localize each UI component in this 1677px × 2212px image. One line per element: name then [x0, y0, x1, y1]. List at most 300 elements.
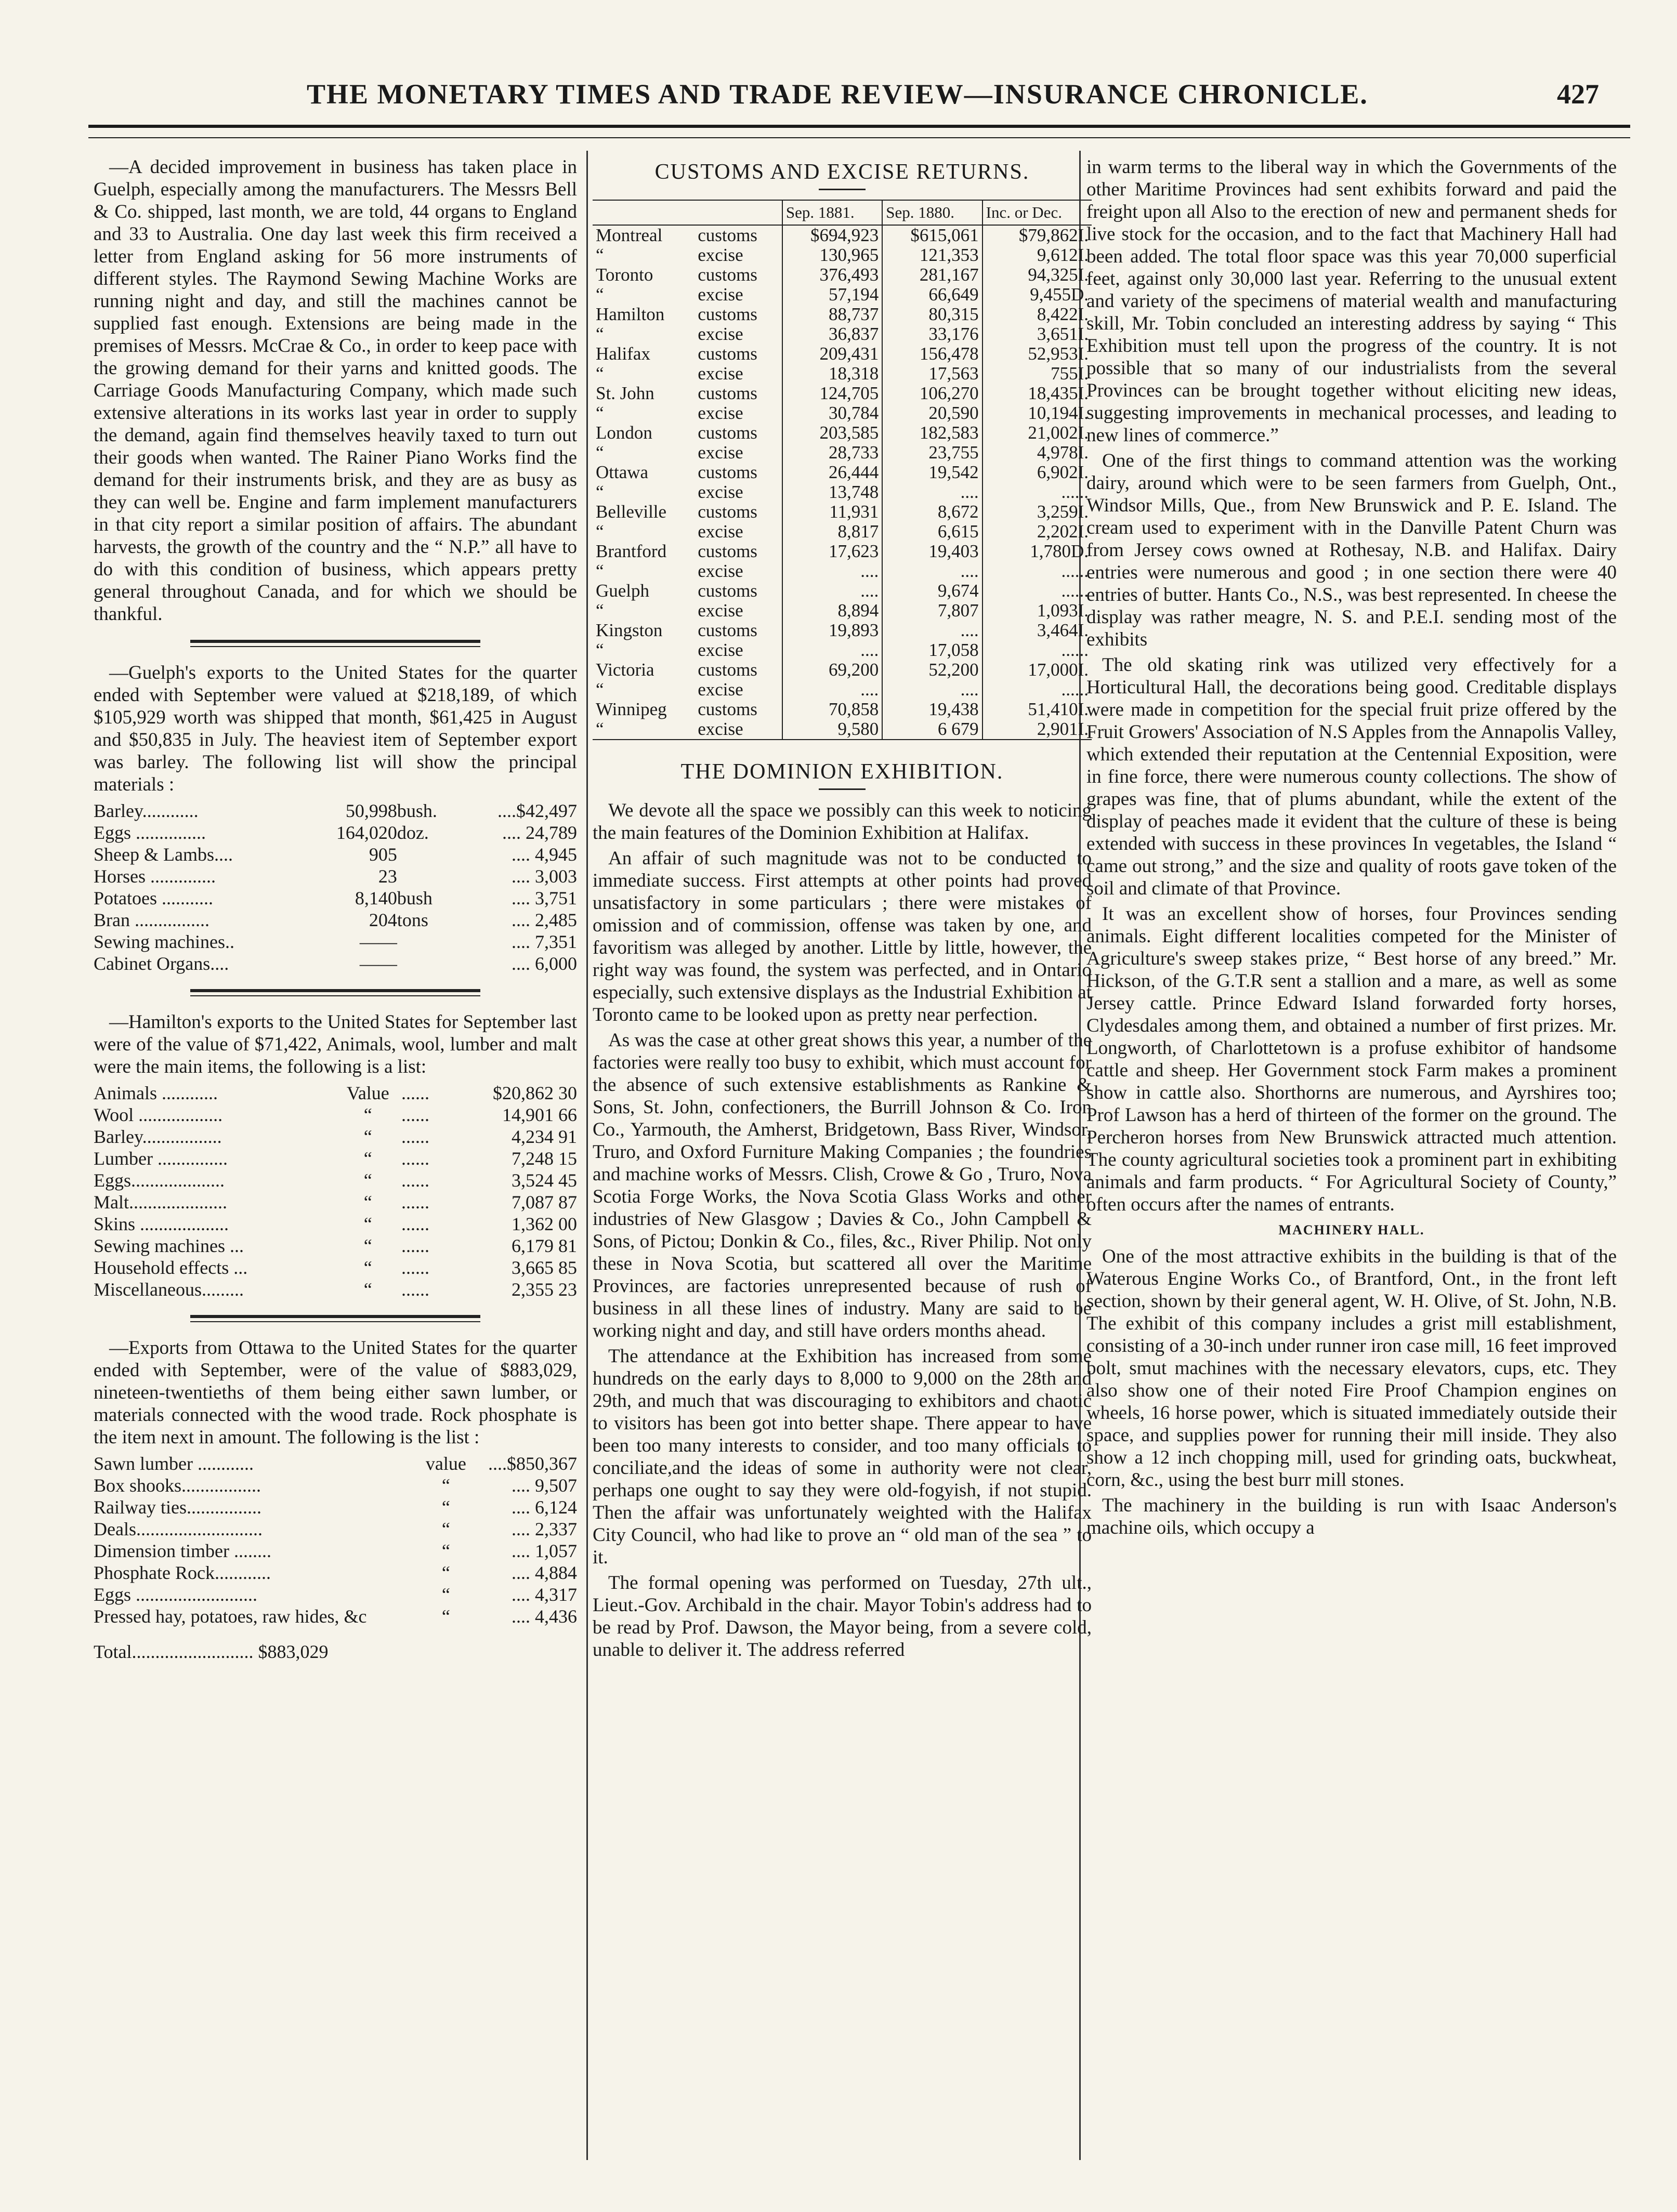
city-name: Hamilton — [596, 304, 665, 324]
hamilton-exports-article: —Hamilton's exports to the United States for September last were of the value of $71,422, Animals, wool, lumber and malt were the main items, the following is a list: — [94, 1011, 577, 1077]
sep-1881-value: 376,493 — [782, 265, 882, 285]
table-row — [94, 1213, 577, 1235]
item-value: .... 4,884 — [512, 1562, 577, 1583]
item-value-label: Value — [346, 1083, 389, 1103]
item-value: ....$42,497 — [497, 800, 577, 821]
table-row — [593, 225, 1092, 245]
sep-1881-value: .... — [782, 581, 882, 601]
city-name: Belleville — [596, 502, 667, 522]
sep-1881-value: .... — [782, 640, 882, 660]
table-row — [94, 1126, 577, 1148]
return-type: customs — [698, 462, 757, 482]
table-row — [593, 265, 1092, 285]
item-name: Bran ................ — [94, 910, 209, 930]
city-name: “ — [596, 521, 604, 542]
item-value: .... 1,057 — [512, 1540, 577, 1561]
item-value: .... 3,751 — [512, 888, 577, 908]
return-type: excise — [698, 363, 743, 384]
item-name: Barley................. — [94, 1126, 222, 1147]
sep-1881-value: 124,705 — [782, 384, 882, 403]
sep-1880-value: 8,672 — [882, 502, 982, 522]
table-row — [593, 324, 1092, 344]
item-value: 3,665 85 — [512, 1257, 577, 1278]
exhibition-article-continued — [1086, 156, 1617, 1216]
page-number: 427 — [1557, 78, 1599, 110]
publication-title: THE MONETARY TIMES AND TRADE REVIEW—INSURANCE CHRONICLE. — [307, 78, 1368, 110]
table-row — [593, 344, 1092, 364]
sep-1881-value: 9,580 — [782, 719, 882, 740]
sep-1880-value: 19,438 — [882, 700, 982, 719]
item-value-label: value — [425, 1453, 466, 1474]
sep-1880-value: .... — [882, 482, 982, 502]
change-value: 18,435I. — [982, 384, 1092, 403]
item-name: Phosphate Rock............ — [94, 1562, 271, 1583]
item-name: Wool .................. — [94, 1104, 223, 1125]
item-quantity: 8,140 — [355, 888, 397, 908]
change-value: 51,410I. — [982, 700, 1092, 719]
item-unit: tons — [397, 910, 428, 930]
item-name: Sawn lumber ............ — [94, 1453, 254, 1474]
change-value: ...... — [982, 561, 1092, 581]
change-value: 2,901I. — [982, 719, 1092, 740]
city-name: Brantford — [596, 541, 667, 561]
city-name: “ — [596, 679, 604, 700]
change-value: 21,002I. — [982, 423, 1092, 443]
city-name: “ — [596, 284, 604, 305]
return-type: customs — [698, 225, 757, 245]
change-value: 94,325I. — [982, 265, 1092, 285]
machinery-hall-subheading: MACHINERY HALL. — [1278, 1222, 1425, 1237]
table-row — [94, 1562, 577, 1584]
item-value: .... 9,507 — [512, 1475, 577, 1496]
item-value: $20,862 30 — [493, 1083, 577, 1103]
item-value-label: “ — [363, 1148, 372, 1169]
change-value: ...... — [982, 581, 1092, 601]
item-name: Sheep & Lambs.... — [94, 844, 233, 865]
exhibition-article — [593, 799, 1092, 1661]
item-value: 7,248 15 — [512, 1148, 577, 1169]
table-row — [593, 285, 1092, 305]
item-leader: ...... — [401, 1126, 429, 1147]
item-value: .... 3,003 — [512, 866, 577, 887]
item-leader: ...... — [401, 1148, 429, 1169]
sep-1881-value: .... — [782, 561, 882, 581]
table-row — [593, 384, 1092, 403]
item-name: Malt..................... — [94, 1192, 227, 1213]
article-separator — [190, 640, 480, 647]
return-type: excise — [698, 245, 743, 265]
change-value: 4,978I. — [982, 443, 1092, 463]
item-value-label: “ — [363, 1214, 372, 1234]
sep-1880-value: 17,058 — [882, 640, 982, 660]
return-type: excise — [698, 324, 743, 344]
return-type: excise — [698, 561, 743, 581]
article-paragraph: The attendance at the Exhibition has increased from some hundreds on the early days to 8,000 to 9,000 on the 28th and 29th, and much that was discouraging to exhibitors and chaotic to visitors has been got into better shape. There appear to have been too many interests to consider, and too many officials to conciliate,and the ideas of some in authority were not clear, perhaps one ought to say they were old-fogyish, if not stupid. Then the affair was unfortunately weighted with the Halifax City Council, who had like to prove an “ old man of the sea ” to it. — [593, 1346, 1092, 1568]
table-row — [94, 1453, 577, 1474]
sep-1880-value: 7,807 — [882, 601, 982, 621]
table-row — [593, 305, 1092, 324]
item-value-label: “ — [441, 1475, 450, 1496]
column-2 — [593, 156, 1092, 2165]
change-value: 3,464I. — [982, 621, 1092, 640]
column-header: Sep. 1881. — [782, 200, 882, 225]
sep-1881-value: 30,784 — [782, 403, 882, 423]
item-value: .... 4,436 — [512, 1606, 577, 1627]
item-name: Dimension timber ........ — [94, 1540, 271, 1561]
return-type: customs — [698, 581, 757, 601]
ottawa-total-value: $883,029 — [258, 1641, 329, 1662]
item-value: 6,179 81 — [512, 1235, 577, 1256]
table-row — [94, 844, 577, 865]
return-type: customs — [698, 304, 757, 324]
item-value: .... 7,351 — [512, 931, 577, 952]
exhibition-heading: THE DOMINION EXHIBITION. — [680, 760, 1004, 784]
table-row — [593, 660, 1092, 680]
item-value-label: “ — [441, 1606, 450, 1627]
item-value-label: “ — [363, 1126, 372, 1147]
table-row — [94, 1082, 577, 1104]
city-name: Guelph — [596, 581, 650, 601]
sep-1881-value: 70,858 — [782, 700, 882, 719]
table-row — [593, 522, 1092, 542]
item-value-label: “ — [363, 1170, 372, 1191]
table-row — [94, 1496, 577, 1518]
table-row — [593, 364, 1092, 384]
city-name: Winnipeg — [596, 699, 667, 719]
table-row — [94, 1169, 577, 1191]
change-value: 9,612I. — [982, 245, 1092, 265]
item-value: ....$850,367 — [488, 1453, 577, 1474]
sep-1880-value: .... — [882, 561, 982, 581]
city-name: “ — [593, 719, 695, 740]
sep-1881-value: 69,200 — [782, 660, 882, 680]
ottawa-total — [94, 1641, 577, 1663]
item-name: Eggs.................... — [94, 1170, 225, 1191]
column-1 — [94, 156, 577, 2165]
return-type: customs — [698, 660, 757, 680]
item-value-label: “ — [441, 1497, 450, 1518]
article-separator — [190, 1315, 480, 1322]
city-name: Toronto — [596, 265, 653, 285]
heading-rule — [819, 788, 866, 790]
sep-1880-value: 281,167 — [882, 265, 982, 285]
item-value-label: “ — [441, 1519, 450, 1539]
change-value: 6,902I. — [982, 463, 1092, 482]
sep-1881-value: 8,817 — [782, 522, 882, 542]
item-value: 3,524 45 — [512, 1170, 577, 1191]
column-header — [593, 200, 695, 225]
sep-1881-value: 8,894 — [782, 601, 882, 621]
return-type: excise — [698, 521, 743, 542]
item-unit — [397, 931, 457, 953]
article-paragraph: The old skating rink was utilized very effectively for a Horticultural Hall, the decorations being good. Creditable displays were made in competition for the special fruit prize offered by the Fruit Growers' Association of N.S Apples from the Annapolis Valley, which extended their reputation at the Centennial Exposition, were in fine force, there were numerous county collections. The show of grapes was fine, that of plums abundant, while the extent of the display of peaches made it evident that the culture of these is being extended with success in these provinces In vegetables, the Island “ came out strong,” and the size and quality of roots gave token of the soil and climate of that Province. — [1086, 654, 1617, 899]
return-type: customs — [698, 541, 757, 561]
change-value: 3,259I. — [982, 502, 1092, 522]
article-paragraph: As was the case at other great shows this year, a number of the factories were really too busy to exhibit, which must account for the absence of such extensive establishments as Rankine & Sons, St. John, confectioners, the Burrill Johnson & Co. Iron Co., Yarmouth, the Amherst, Bridgetown, Bass River, Windsor, Truro, and Oxford Furniture Making Companies ; the foundries and machine works of Messrs. Clish, Crowe & Go , Truro, Nova Scotia Forge Works, the Nova Scotia Glass Works and other industries of New Glasgow ; Davies & Co., John Campbell & Sons, of Pictou; Donkin & Co., files, &c., River Philip. Not only these in Nova Scotia, but scattered all over the Maritime Provinces, are factories unrepresented because of rush of business in all these lines of industry. Many are said to be working night and day, and still have orders months ahead. — [593, 1030, 1092, 1341]
item-name: Miscellaneous......... — [94, 1279, 244, 1300]
return-type: customs — [698, 620, 757, 640]
item-value: 1,362 00 — [512, 1214, 577, 1234]
article-paragraph: in warm terms to the liberal way in which the Governments of the other Maritime Provinces had sent exhibits forward and paid the freight upon all Also to the erection of new and permanent sheds for live stock for the occasion, and to the fact that Machinery Hall had been added. The total floor space was this year 70,000 superficial feet, against only 30,000 last year. Referring to the unusual extent and variety of the specimens of material wealth and manufacturing skill, Mr. Tobin concluded an interesting address by saying “ This Exhibition must tell upon the progress of the country. It is not possible that so many of our industrialists from the several Provinces can be brought together without eliciting new ideas, suggesting improvements in mechanical processes, and leading to new lines of commerce.” — [1086, 156, 1617, 446]
change-value: ...... — [982, 482, 1092, 502]
change-value: 2,202I. — [982, 522, 1092, 542]
table-row — [593, 581, 1092, 601]
table-row — [593, 502, 1092, 522]
change-value: 9,455D. — [982, 285, 1092, 305]
sep-1880-value: 6 679 — [882, 719, 982, 740]
change-value: 17,000I. — [982, 660, 1092, 680]
item-name: Eggs .......................... — [94, 1584, 257, 1605]
sep-1881-value: 26,444 — [782, 463, 882, 482]
item-name: Pressed hay, potatoes, raw hides, &c — [94, 1606, 367, 1627]
sep-1880-value: .... — [882, 680, 982, 700]
table-row — [94, 909, 577, 931]
item-unit: doz. — [397, 822, 429, 843]
change-value: 1,780D. — [982, 542, 1092, 561]
return-type: customs — [698, 265, 757, 285]
item-name: Sewing machines.. — [94, 931, 234, 952]
sep-1880-value: 156,478 — [882, 344, 982, 364]
article-paragraph: The formal opening was performed on Tuesday, 27th ult., Lieut.-Gov. Archibald in the chair. Mayor Tobin's address had to be read by Prof. Dawson, the Mayor being, from a severe cold, unable to deliver it. The address referred — [593, 1572, 1092, 1661]
item-value: .... 24,789 — [502, 822, 577, 843]
return-type: customs — [698, 502, 757, 522]
table-row — [94, 1279, 577, 1300]
column-header — [695, 200, 782, 225]
table-row — [593, 542, 1092, 561]
sep-1880-value: 6,615 — [882, 522, 982, 542]
machinery-hall-article — [1086, 1245, 1617, 1539]
item-leader: ...... — [401, 1257, 429, 1278]
sep-1880-value: 33,176 — [882, 324, 982, 344]
change-value: $79,862I. — [982, 225, 1092, 245]
column-3 — [1086, 156, 1617, 2165]
return-type: excise — [698, 284, 743, 305]
sep-1881-value: 11,931 — [782, 502, 882, 522]
item-quantity: 905 — [369, 844, 397, 865]
item-value: .... 4,317 — [512, 1584, 577, 1605]
item-value-label: “ — [363, 1257, 372, 1278]
return-type: customs — [698, 699, 757, 719]
city-name: Kingston — [596, 620, 663, 640]
sep-1880-value: 9,674 — [882, 581, 982, 601]
table-row — [94, 1257, 577, 1279]
table-row — [593, 443, 1092, 463]
article-paragraph: One of the first things to command attention was the working dairy, around which were to be seen farmers from Guelph, Ont., Windsor Mills, Que., from New Brunswick and P. E. Island. The cream used to experiment with in the Danville Patent Churn was from Jersey cows owned at Rothesay, N.B. and Halifax. Dairy entries were numerous and good ; in one section there were 40 entries of butter. Hants Co., N.S., was best represented. In cheese the display was rather meagre, N. S. and P.E.I. sending most of the exhibits — [1086, 450, 1617, 650]
change-value: ...... — [982, 640, 1092, 660]
item-leader: ...... — [401, 1170, 429, 1191]
item-name: Skins ................... — [94, 1214, 229, 1234]
table-row — [94, 865, 577, 887]
return-type: customs — [698, 423, 757, 443]
column-header: Sep. 1880. — [882, 200, 982, 225]
item-name: Box shooks................. — [94, 1475, 261, 1496]
table-row — [593, 601, 1092, 621]
sep-1881-value: 18,318 — [782, 364, 882, 384]
item-value-label: “ — [363, 1279, 372, 1300]
item-value-label: “ — [441, 1584, 450, 1605]
sep-1880-value: 17,563 — [882, 364, 982, 384]
return-type: customs — [698, 344, 757, 364]
masthead — [109, 78, 1615, 125]
item-leader: ...... — [401, 1235, 429, 1256]
sep-1881-value: 19,893 — [782, 621, 882, 640]
table-row — [593, 700, 1092, 719]
table-row — [593, 621, 1092, 640]
city-name: “ — [596, 600, 604, 621]
city-name: Halifax — [596, 344, 650, 364]
customs-returns-table — [593, 200, 1092, 740]
item-unit — [397, 953, 457, 975]
sep-1880-value: 19,403 — [882, 542, 982, 561]
guelph-exports-table — [94, 800, 577, 975]
item-name: Lumber ............... — [94, 1148, 228, 1169]
sep-1880-value: 121,353 — [882, 245, 982, 265]
customs-heading: CUSTOMS AND EXCISE RETURNS. — [654, 160, 1030, 184]
sep-1880-value: 52,200 — [882, 660, 982, 680]
return-type: excise — [695, 719, 782, 740]
change-value: 8,422I. — [982, 305, 1092, 324]
city-name: Victoria — [596, 660, 654, 680]
sep-1881-value: 209,431 — [782, 344, 882, 364]
table-row — [593, 463, 1092, 482]
change-value: ...... — [982, 680, 1092, 700]
table-row — [593, 403, 1092, 423]
item-value: .... 6,124 — [512, 1497, 577, 1518]
item-quantity: —— — [359, 953, 397, 974]
table-row — [94, 1474, 577, 1496]
city-name: Ottawa — [596, 462, 649, 482]
city-name: “ — [596, 403, 604, 423]
sep-1881-value: $694,923 — [782, 225, 882, 245]
item-quantity: 50,998 — [345, 800, 397, 821]
table-row — [593, 245, 1092, 265]
guelph-business-article: —A decided improvement in business has taken place in Guelph, especially among the manufacturers. The Messrs Bell & Co. shipped, last month, we are told, 44 organs to England and 33 to Australia. One day last week this firm received a letter from England asking for 56 more instruments of different styles. The Raymond Sewing Machine Works are running night and day, and still the machines cannot be supplied fast enough. Extensions are being made in the premises of Messrs. McCrae & Co., in order to keep pace with the growing demand for their yarns and knitted goods. The Carriage Goods Manufacturing Company, which made such extensive alterations in its works last year in order to supply the demand, again find themselves heavily taxed to turn out their goods when wanted. The Rainer Piano Works find the demand for their instruments brisk, and they are as busy as they can well be. Engine and farm implement manufacturers in that city report a similar position of affairs. The abundant harvests, the growth of the country and the “ N.P.” all have to do with this condition of business, which appears pretty general throughout Canada, and for which we should be thankful. — [94, 156, 577, 625]
heading-rule — [819, 189, 866, 190]
table-row — [94, 1191, 577, 1213]
sep-1880-value: 106,270 — [882, 384, 982, 403]
item-quantity: 204 — [369, 910, 397, 930]
table-row — [94, 931, 577, 953]
item-unit: bush. — [397, 800, 437, 821]
table-row — [593, 561, 1092, 581]
item-value-label: “ — [363, 1235, 372, 1256]
sep-1880-value: 20,590 — [882, 403, 982, 423]
table-row — [94, 800, 577, 822]
sep-1881-value: 88,737 — [782, 305, 882, 324]
city-name: “ — [596, 640, 604, 660]
hamilton-exports-table — [94, 1082, 577, 1300]
sep-1880-value: 23,755 — [882, 443, 982, 463]
table-row — [593, 719, 1092, 740]
city-name: London — [596, 423, 652, 443]
item-name: Animals ............ — [94, 1083, 218, 1103]
item-leader: ...... — [401, 1192, 429, 1213]
return-type: excise — [698, 640, 743, 660]
item-value: 4,234 91 — [512, 1126, 577, 1147]
column-rule-1 — [586, 151, 588, 2160]
return-type: excise — [698, 442, 743, 463]
sep-1881-value: 57,194 — [782, 285, 882, 305]
item-quantity: 164,020 — [336, 822, 397, 843]
item-value-label: “ — [441, 1562, 450, 1583]
item-value: .... 4,945 — [512, 844, 577, 865]
return-type: customs — [698, 383, 757, 403]
table-row — [593, 680, 1092, 700]
item-name: Railway ties................ — [94, 1497, 261, 1518]
item-unit: bush — [397, 888, 433, 908]
item-value-label: “ — [363, 1104, 372, 1125]
table-row — [593, 482, 1092, 502]
table-row — [94, 1605, 577, 1627]
header-rule — [88, 125, 1630, 138]
item-quantity: —— — [359, 931, 397, 952]
table-row — [94, 953, 577, 975]
ottawa-exports-table — [94, 1453, 577, 1627]
city-name: Montreal — [596, 225, 663, 245]
city-name: “ — [596, 245, 604, 265]
table-row — [94, 1235, 577, 1257]
sep-1880-value: 19,542 — [882, 463, 982, 482]
article-paragraph: An affair of such magnitude was not to be conducted to immediate success. First attempts at other points had proved unsatisfactory in some particulars ; there were mistakes of omission and of commission, offense was taken by one, and favoritism was alleged by another. Little by little, however, the right way was found, the system was perfected, and in Ontario especially, such extensive displays as the Industrial Exhibition at Toronto came to be looked upon as pretty near perfection. — [593, 848, 1092, 1025]
sep-1881-value: 203,585 — [782, 423, 882, 443]
item-value: .... 6,000 — [512, 953, 577, 974]
return-type: excise — [698, 403, 743, 423]
item-leader: ...... — [401, 1083, 429, 1103]
table-row — [593, 640, 1092, 660]
city-name: “ — [596, 363, 604, 384]
column-header: Inc. or Dec. — [982, 200, 1092, 225]
sep-1880-value: $615,061 — [882, 225, 982, 245]
sep-1880-value: 66,649 — [882, 285, 982, 305]
item-value: .... 2,337 — [512, 1519, 577, 1539]
item-leader: ...... — [401, 1279, 429, 1300]
sep-1880-value: 182,583 — [882, 423, 982, 443]
sep-1880-value: 80,315 — [882, 305, 982, 324]
article-paragraph: It was an excellent show of horses, four Provinces sending animals. Eight different localities competed for the Minister of Agriculture's sweep stakes prize, “ Best horse of any breed.” Mr. Hickson, of the G.T.R sent a stallion and a mare, as well as some Jersey cattle. Prince Edward Island forwarded forty horses, Clydesdales among them, and obtained a number of first prizes. Mr. Longworth, of Charlottetown is a profuse exhibitor of handsome cattle and sheep. Her Government stock Farm makes a prominent show in cattle also. Shorthorns are numerous, and Ayrshires too; Prof Lawson has a herd of thirteen of the former on the ground. The Percheron horses from New Brunswick attracted much attention. The county agricultural societies took a prominent part in exhibiting animals and farm products. “ For Agricultural Society of County,” often occurs after the names of entrants. — [1086, 903, 1617, 1215]
change-value: 1,093I. — [982, 601, 1092, 621]
article-separator — [190, 989, 480, 996]
sep-1880-value: .... — [882, 621, 982, 640]
sep-1881-value: 17,623 — [782, 542, 882, 561]
item-unit — [397, 865, 457, 887]
item-value: 14,901 66 — [502, 1104, 577, 1125]
item-value: 7,087 87 — [512, 1192, 577, 1213]
item-value-label: “ — [363, 1192, 372, 1213]
table-row — [94, 1540, 577, 1562]
table-row — [94, 887, 577, 909]
change-value: 10,194I. — [982, 403, 1092, 423]
article-paragraph: One of the most attractive exhibits in the building is that of the Waterous Engine Works Co., of Brantford, Ont., in the front left section, shown by their general agent, W. H. Olive, of St. John, N.B. The exhibit of this company includes a grist mill establishment, consisting of a 30-inch under runner iron case mill, 16 feet improved bolt, smut machines with the necessary elevators, cups, etc. They also show one of their noted Fire Proof Champion engines on wheels, 16 horse power, which is situated immediately outside their space, and supplies power for running their mill inside. They also show a 12 inch chopping mill, used for grinding oats, buckwheat, corn, &c., using the best burr mill stones. — [1086, 1246, 1617, 1491]
city-name: “ — [596, 442, 604, 463]
item-quantity: 23 — [378, 866, 397, 887]
item-name: Cabinet Organs.... — [94, 953, 229, 974]
city-name: “ — [596, 561, 604, 581]
item-value-label: “ — [441, 1540, 450, 1561]
sep-1881-value: 36,837 — [782, 324, 882, 344]
item-leader: ...... — [401, 1214, 429, 1234]
item-name: Barley............ — [94, 800, 199, 821]
item-leader: ...... — [401, 1104, 429, 1125]
table-row — [94, 1518, 577, 1540]
table-row — [94, 1584, 577, 1605]
item-value: 2,355 23 — [512, 1279, 577, 1300]
table-row — [94, 822, 577, 844]
table-row — [94, 1148, 577, 1169]
item-name: Eggs ............... — [94, 822, 206, 843]
item-name: Potatoes ........... — [94, 888, 213, 908]
city-name: “ — [596, 482, 604, 502]
item-unit — [397, 844, 457, 865]
